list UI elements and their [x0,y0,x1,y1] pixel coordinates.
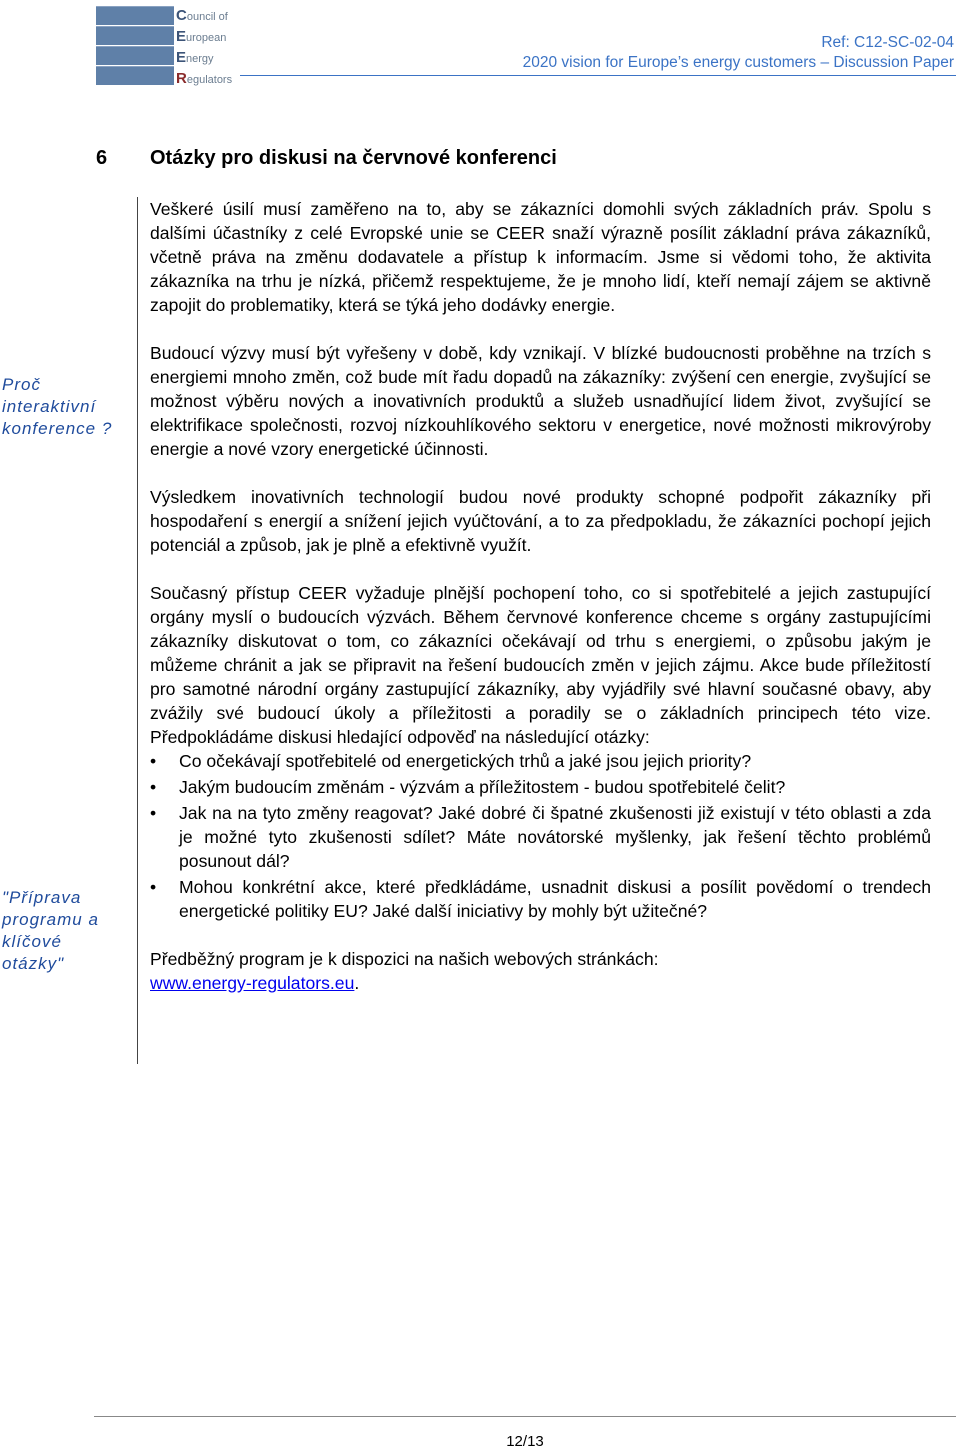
link-suffix: . [354,973,360,993]
paragraph-1: Veškeré úsilí musí zaměřeno na to, aby se zákazníci domohli svých základních práv. Spolu s dalšími účastníky z celé Evropské unie se CEER snaží výrazně posílit základní práva zákazníků, včetně práva na změnu dodavatele a přístup k informacím. Jsme si vědomi toho, že aktivita zákazníka na trhu je nízká, přičemž respektujeme, že je mnoho lidí, kteří nemají zájem se aktivně zapojit do problematiky, která se týká jeho dodávky energie. [150,199,931,315]
logo-bars [96,6,174,86]
section-body [150,197,931,1019]
question-item: • Jakým budoucím změnám - výzvám a příležitostem - budou spotřebitelé čelit? [150,775,931,799]
logo-text: Council of European Energy Regulators [176,7,233,87]
document-ref: Ref: C12-SC-02-04 [821,34,954,51]
question-item: • Co očekávají spotřebitelé od energetických trhů a jaké jsou jejich priority? [150,749,931,773]
question-list [150,749,931,923]
margin-divider [137,197,138,1064]
paragraph-5 [150,947,931,995]
paragraph-3: Výsledkem inovativních technologií budou nové produkty schopné podpořit zákazníky při hospodaření s energií a snížení jejich vyúčtování, a to za předpokladu, že zákazníci pochopí jejich potenciál a způsob, jak je plně a efektivně využít. [150,487,931,555]
page-number: 12/13 [506,1433,544,1450]
footer-divider [94,1416,956,1417]
document-subtitle: 2020 vision for Europe’s energy customers – Discussion Paper [522,54,954,71]
paragraph-2: Budoucí výzvy musí být vyřešeny v době, kdy vznikají. V blízké budoucnosti proběhne na trzích s energiemi mnoho změn, což bude mít řadu dopadů na zákazníky: zvýšení cen energie, zvyšující se možnost výběru nových a inovativních produktů a služeb usnadňující lidem život, zvyšující se elektrifikace společnosti, rozvoj nízkouhlíkového sektoru v energetice, nové možnosti mikrovýroby energie a nové vzory energetické účinnosti. [150,343,931,459]
question-item: • Jak na na tyto změny reagovat? Jaké dobré či špatné zkušenosti již existují v této oblasti a zda je možné tyto zkušenosti sdílet? Máte novátorské myšlenky, jak řešení těchto problémů posunout dál? [150,801,931,873]
section-number: 6 [96,147,108,169]
question-item: • Mohou konkrétní akce, které předkládáme, usnadnit diskusi a posílit povědomí o trendech energetické politiky EU? Jaké další iniciativy by mohly být užitečné? [150,875,931,923]
margin-note-program-preparation: "Příprava programu a klíčové otázky" [2,888,99,973]
header-divider [240,75,956,76]
margin-note-interactive-conference: Proč interaktivní konference ? [2,375,113,438]
section-title: Otázky pro diskusi na červnové konferenci [150,147,557,169]
website-link[interactable]: www.energy-regulators.eu [150,973,355,993]
ceer-logo [96,6,236,87]
paragraph-4: Současný přístup CEER vyžaduje plnější pochopení toho, co si spotřebitelé a jejich zastupující orgány myslí o budoucích výzvách. Během červnové konference chceme s orgány zastupujícími zákazníky diskutovat o tom, co zákazníci očekávají od trhu s energiemi, o způsobu jakým je můžeme chránit a jak se připravit na řešení budoucích změn v jejich zájmu. Akce bude příležitostí pro samotné národní orgány zastupující zákazníky, aby vyjádřily své hlavní současné obavy, aby zvážily své budoucí úkoly a příležitosti a poradily se o základních principech této vize. Předpokládáme diskusi hledající odpověď na následující otázky: [150,583,931,747]
program-availability-text: Předběžný program je k dispozici na našich webových stránkách: [150,949,659,969]
